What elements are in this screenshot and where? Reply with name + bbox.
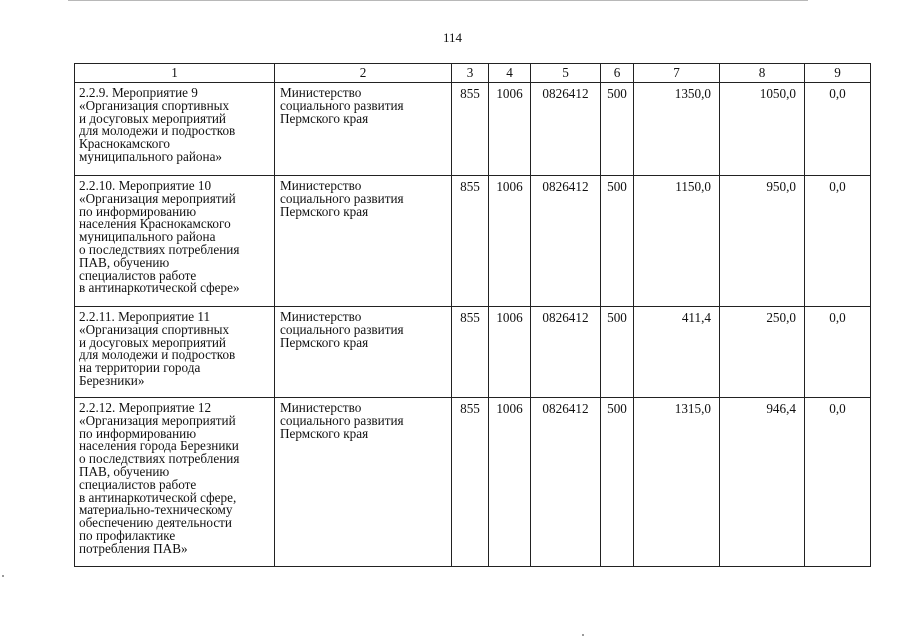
amount-cell: 1315,0 bbox=[634, 398, 720, 567]
code-cell: 855 bbox=[452, 398, 489, 567]
ministry-cell: Министерство социального развития Пермского края bbox=[275, 398, 452, 567]
activity-name-cell: 2.2.9. Мероприятие 9 «Организация спортивных и досуговых мероприятий для молодежи и подростков Краснокамского муниципального района» bbox=[75, 83, 275, 176]
activity-name-cell: 2.2.10. Мероприятие 10 «Организация мероприятий по информированию населения Краснокамского муниципального района о последствиях потребления ПАВ, обучению специалистов работе в антинаркотической сфере» bbox=[75, 176, 275, 307]
activity-name-cell: 2.2.11. Мероприятие 11 «Организация спортивных и досуговых мероприятий для молодежи и подростков на территории города Березники» bbox=[75, 307, 275, 398]
column-header: 9 bbox=[805, 64, 871, 83]
amount-cell: 950,0 bbox=[720, 176, 805, 307]
code-cell: 0826412 bbox=[531, 83, 601, 176]
code-cell: 855 bbox=[452, 83, 489, 176]
scan-speck bbox=[2, 575, 4, 577]
column-header: 7 bbox=[634, 64, 720, 83]
column-header: 6 bbox=[601, 64, 634, 83]
table-row bbox=[75, 307, 871, 398]
column-header: 4 bbox=[489, 64, 531, 83]
code-cell: 500 bbox=[601, 398, 634, 567]
ministry-cell: Министерство социального развития Пермского края bbox=[275, 176, 452, 307]
code-cell: 0826412 bbox=[531, 176, 601, 307]
ministry-cell: Министерство социального развития Пермского края bbox=[275, 83, 452, 176]
amount-cell: 1150,0 bbox=[634, 176, 720, 307]
amount-cell: 411,4 bbox=[634, 307, 720, 398]
column-header: 3 bbox=[452, 64, 489, 83]
table-row bbox=[75, 176, 871, 307]
page-number: 114 bbox=[442, 30, 463, 45]
amount-cell: 1050,0 bbox=[720, 83, 805, 176]
code-cell: 500 bbox=[601, 307, 634, 398]
amount-cell: 0,0 bbox=[805, 176, 871, 307]
code-cell: 0826412 bbox=[531, 398, 601, 567]
activity-name-cell: 2.2.12. Мероприятие 12 «Организация мероприятий по информированию населения города Березники о последствиях потребления ПАВ, обучению специалистов работе в антинаркотической сфере, материально-техническому обеспечению деятельности по профилактике потребления ПАВ» bbox=[75, 398, 275, 567]
code-cell: 500 bbox=[601, 176, 634, 307]
table-row bbox=[75, 398, 871, 567]
code-cell: 1006 bbox=[489, 307, 531, 398]
amount-cell: 0,0 bbox=[805, 83, 871, 176]
amount-cell: 0,0 bbox=[805, 307, 871, 398]
column-header: 1 bbox=[75, 64, 275, 83]
amount-cell: 1350,0 bbox=[634, 83, 720, 176]
table-row bbox=[75, 83, 871, 176]
column-header: 5 bbox=[531, 64, 601, 83]
code-cell: 855 bbox=[452, 176, 489, 307]
code-cell: 500 bbox=[601, 83, 634, 176]
column-header: 8 bbox=[720, 64, 805, 83]
code-cell: 1006 bbox=[489, 83, 531, 176]
code-cell: 1006 bbox=[489, 176, 531, 307]
budget-table bbox=[74, 63, 871, 567]
amount-cell: 946,4 bbox=[720, 398, 805, 567]
ministry-cell: Министерство социального развития Пермского края bbox=[275, 307, 452, 398]
amount-cell: 0,0 bbox=[805, 398, 871, 567]
code-cell: 1006 bbox=[489, 398, 531, 567]
scan-speck bbox=[582, 634, 584, 636]
table-header-row bbox=[75, 64, 871, 83]
top-scan-rule bbox=[68, 0, 808, 1]
code-cell: 855 bbox=[452, 307, 489, 398]
column-header: 2 bbox=[275, 64, 452, 83]
code-cell: 0826412 bbox=[531, 307, 601, 398]
amount-cell: 250,0 bbox=[720, 307, 805, 398]
